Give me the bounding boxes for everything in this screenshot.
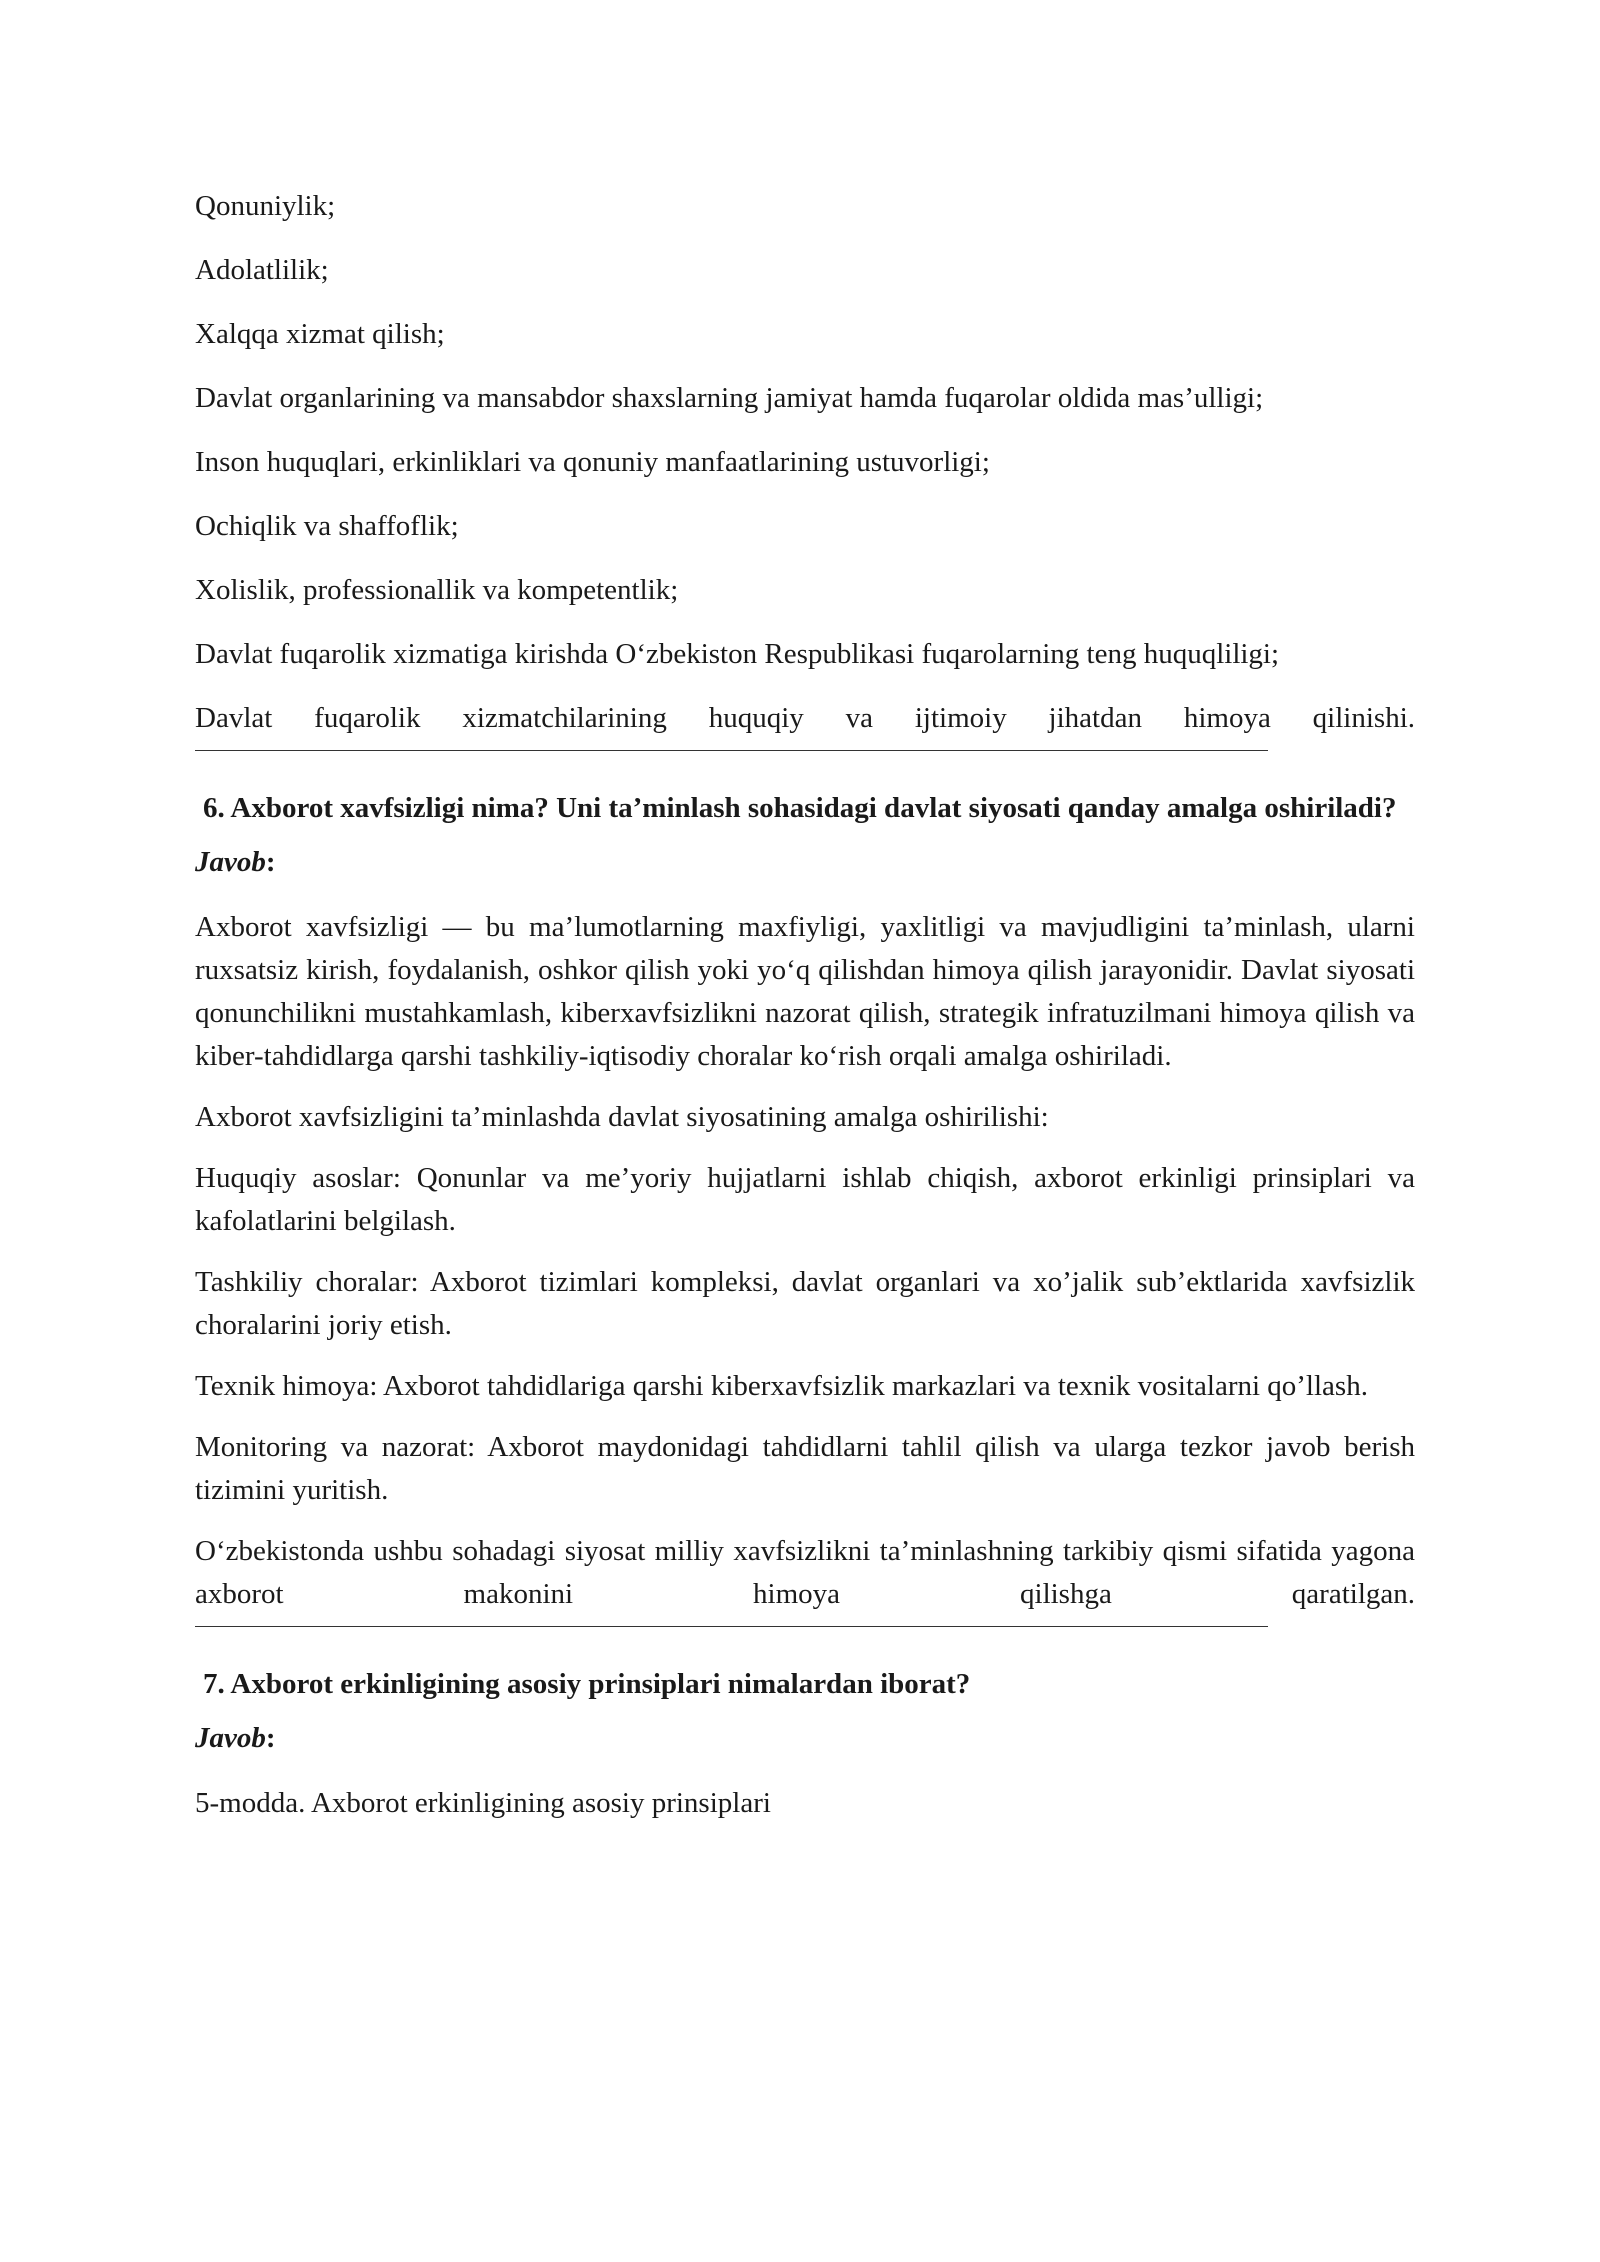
- list-item: Xalqqa xizmat qilish;: [195, 318, 445, 350]
- question-7-section: [195, 1663, 1415, 1825]
- list-item: Davlat organlarining va mansabdor shaxslarning jamiyat hamda fuqarolar oldida mas’ulligi;: [195, 382, 1264, 414]
- question-heading: 6. Axborot xavfsizligi nima? Uni ta’minlash sohasidagi davlat siyosati qanday amalga oshiriladi?: [203, 792, 1397, 824]
- answer-paragraph: Axborot xavfsizligi — bu ma’lumotlarning maxfiyligi, yaxlitligi va mavjudligini ta’minlash, ularni ruxsatsiz kirish, foydalanish, oshkor qilish yoki yo‘q qilishdan himoya qilish jarayonidir. Davlat siyosati qonunchilikni mustahkamlash, kiberxavfsizlikni nazorat qilish, strategik infratuzilmani himoya qilish va kiber-tahdidlarga qarshi tashkiliy-iqtisodiy choralar ko‘rish orqali amalga oshiriladi.: [195, 911, 1415, 1072]
- principles-list: [195, 188, 1415, 736]
- list-item: Ochiqlik va shaffoflik;: [195, 510, 459, 542]
- list-item: Davlat fuqarolik xizmatchilarining huquqiy va ijtimoiy jihatdan himoya qilinishi.: [195, 702, 1415, 734]
- answer-label-text: Javob: [195, 1722, 266, 1754]
- answer-paragraph: Axborot xavfsizligini ta’minlashda davlat siyosatining amalga oshirilishi:: [195, 1101, 1049, 1133]
- list-item: Qonuniylik;: [195, 190, 336, 222]
- divider-line: [195, 1626, 1268, 1627]
- answer-paragraph: Tashkiliy choralar: Axborot tizimlari kompleksi, davlat organlari va xo’jalik sub’ektlarida xavfsizlik choralarini joriy etish.: [195, 1266, 1415, 1341]
- answer-label: [195, 842, 1415, 882]
- list-item: Xolislik, professionallik va kompetentlik;: [195, 574, 679, 606]
- answer-paragraph: Monitoring va nazorat: Axborot maydonidagi tahdidlarni tahlil qilish va ularga tezkor javob berish tizimini yuritish.: [195, 1431, 1415, 1506]
- answer-paragraph: Texnik himoya: Axborot tahdidlariga qarshi kiberxavfsizlik markazlari va texnik vositalarni qo’llash.: [195, 1370, 1368, 1402]
- question-heading: 7. Axborot erkinligining asosiy prinsiplari nimalardan iborat?: [203, 1668, 971, 1700]
- list-item: Davlat fuqarolik xizmatiga kirishda O‘zbekiston Respublikasi fuqarolarning teng huquqliligi;: [195, 638, 1280, 670]
- question-6-section: [195, 787, 1415, 1616]
- divider-line: [195, 750, 1268, 751]
- answer-paragraph: 5-modda. Axborot erkinligining asosiy prinsiplari: [195, 1787, 771, 1819]
- answer-paragraph: O‘zbekistonda ushbu sohadagi siyosat milliy xavfsizlikni ta’minlashning tarkibiy qismi sifatida yagona axborot makonini himoya qilishga qaratilgan.: [195, 1535, 1415, 1610]
- answer-label-colon: :: [265, 1722, 276, 1754]
- answer-paragraph: Huquqiy asoslar: Qonunlar va me’yoriy hujjatlarni ishlab chiqish, axborot erkinligi prinsiplari va kafolatlarini belgilash.: [195, 1162, 1415, 1237]
- list-item: Inson huquqlari, erkinliklari va qonuniy manfaatlarining ustuvorligi;: [195, 446, 990, 478]
- answer-label: [195, 1718, 1415, 1758]
- answer-label-colon: :: [265, 846, 276, 878]
- answer-label-text: Javob: [195, 846, 266, 878]
- document-page: [195, 188, 1415, 1843]
- list-item: Adolatlilik;: [195, 254, 329, 286]
